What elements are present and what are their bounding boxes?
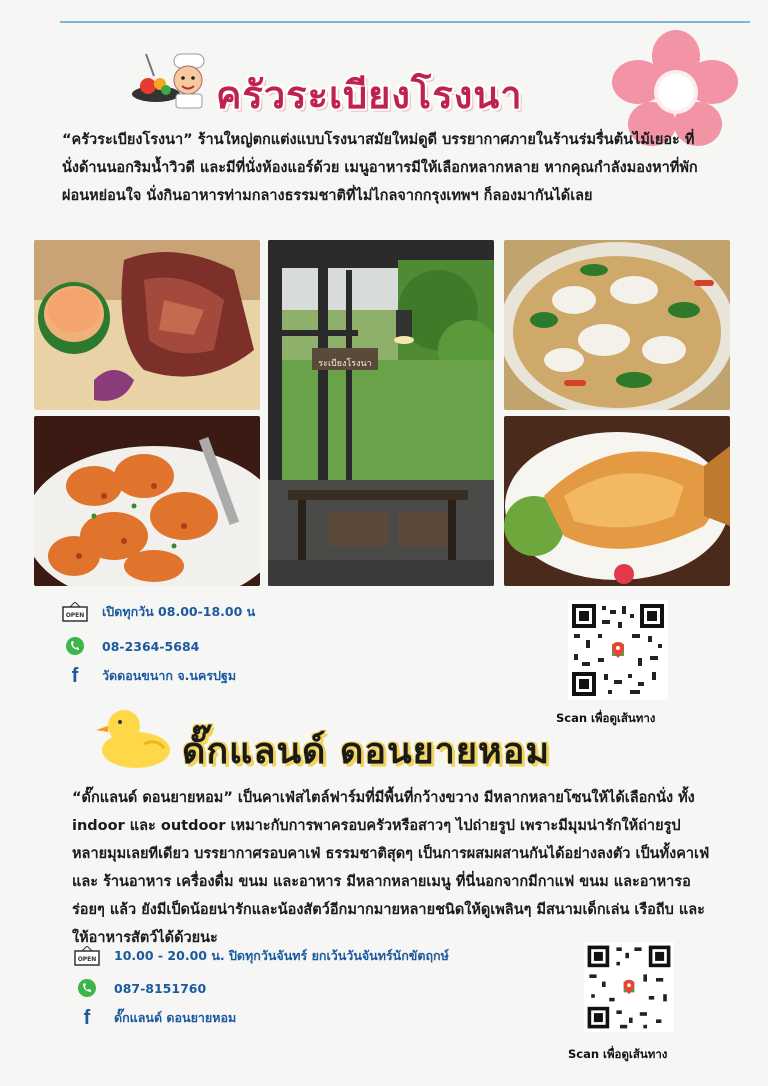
section1-phone: 08-2364-5684 bbox=[102, 638, 200, 654]
facebook-icon: f bbox=[83, 1006, 91, 1029]
section1-description: “ครัวระเบียงโรงนา” ร้านใหญ่ตกแต่งแบบโรงนาสมัยใหม่ดูดี บรรยากาศภายในร้านร่มรื่นต้นไม้เยอะ ที่นั่งด้านนอกริมน้ำวิวดี และมีที่นั่งห้องแอร์ด้วย เมนูอาหารมีให้เลือกหลากหลาย หากคุณกำลังมองหาที่พักผ่อนหย่อนใจ นั่งกินอาหารท่ามกลางธรรมชาติที่ไม่ไกลจากกรุงเทพฯ ก็ลองมากันได้เลย bbox=[62, 132, 698, 204]
section1-facebook-row bbox=[62, 666, 236, 686]
section1-phone-row bbox=[62, 636, 199, 656]
section1-hours-row bbox=[62, 602, 255, 622]
photo-restaurant-terrace bbox=[268, 240, 494, 586]
section2-title: ดั๊กแลนด์ ดอนยายหอม bbox=[182, 731, 551, 772]
section2-scan-label: Scan เพื่อดูเส้นทาง bbox=[568, 1047, 668, 1061]
photo-fish-soup bbox=[504, 240, 730, 410]
photo-fried-fish bbox=[504, 416, 730, 586]
section1-title: ครัวระเบียงโรงนา bbox=[216, 73, 523, 117]
chef-illustration bbox=[126, 46, 210, 110]
section2-description: “ดั๊กแลนด์ ดอนยายหอม” เป็นคาเฟ่สไตล์ฟาร์มที่มีพื้นที่กว้างขวาง มีหลากหลายโซนให้ได้เลือกนั่ง ทั้ง indoor และ outdoor เหมาะกับการพาครอบครัวหรือสาวๆ ไปถ่ายรูป เพราะมีมุมน่ารักให้ถ่ายรูปหลายมุมเลยทีเดียว บรรยากาศรอบคาเฟ่ ธรรมชาติสุดๆ เป็นการผสมผสานกันได้อย่างลงตัว เป็นทั้งคาเฟ่ และ ร้านอาหาร เครื่องดื่ม ขนม และอาหาร มีหลากหลายเมนู ที่นี่นอกจากมีกาแฟ ขนม และอาหารอร่อยๆ แล้ว ยังมีเป็ดน้อยน่ารักและน้องสัตว์อีกมากมายหลายชนิดให้ดูเพลินๆ มีสนามเด็กเล่น เรือถีบ และให้อาหารสัตว์ได้ด้วยนะ bbox=[72, 790, 710, 946]
section2-phone: 087-8151760 bbox=[114, 980, 207, 996]
facebook-icon: f bbox=[71, 664, 79, 687]
section2-phone-row bbox=[74, 978, 206, 998]
section1-facebook: วัดดอนขนาก จ.นครปฐม bbox=[102, 668, 237, 683]
top-divider bbox=[60, 21, 750, 23]
section1-scan-label: Scan เพื่อดูเส้นทาง bbox=[556, 711, 656, 725]
section2-hours: 10.00 - 20.00 น. ปิดทุกวันจันทร์ ยกเว้นวันจันทร์นักขัตฤกษ์ bbox=[114, 948, 449, 963]
sign-board: ระเบียงโรงนา bbox=[318, 359, 372, 369]
map-pin-icon bbox=[618, 976, 640, 998]
photo-fried-shrimp bbox=[34, 416, 260, 586]
map-pin-icon bbox=[606, 638, 630, 662]
section2-facebook-row bbox=[74, 1008, 236, 1028]
section1-hours: เปิดทุกวัน 08.00-18.00 น bbox=[102, 604, 256, 619]
section2-hours-row bbox=[74, 946, 449, 966]
photo-braised-pork bbox=[34, 240, 260, 410]
phone-icon bbox=[62, 636, 88, 656]
open-sign-text: OPEN bbox=[65, 612, 85, 619]
open-sign-text: OPEN bbox=[77, 956, 97, 963]
open-sign-icon bbox=[74, 946, 100, 966]
open-sign-icon bbox=[62, 602, 88, 622]
duck-illustration bbox=[94, 704, 174, 770]
section2-facebook: ดั๊กแลนด์ ดอนยายหอม bbox=[114, 1010, 237, 1025]
section1-qr-code[interactable] bbox=[568, 600, 668, 700]
section2-qr-code[interactable] bbox=[584, 942, 674, 1032]
phone-icon bbox=[74, 978, 100, 998]
